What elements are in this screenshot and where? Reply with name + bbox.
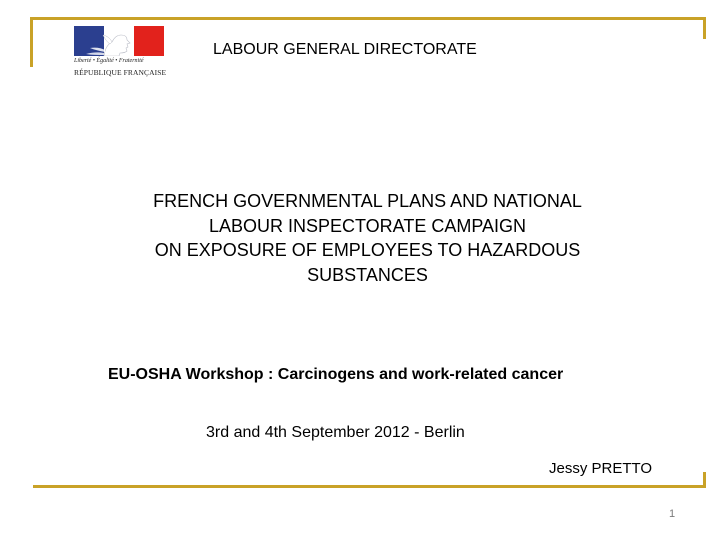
title-line: ON EXPOSURE OF EMPLOYEES TO HAZARDOUS [154,240,581,260]
frame-right-rule [703,17,706,39]
frame-top-rule [30,17,706,20]
logo-motto: Liberté • Égalité • Fraternité [74,58,144,64]
marianne-icon [74,26,164,56]
frame-left-rule [30,17,33,67]
frame-bottom-right-rule [703,472,706,488]
header-title: LABOUR GENERAL DIRECTORATE [213,41,477,58]
frame-bottom-rule [33,485,706,488]
republique-francaise-logo [74,26,166,78]
author-name: Jessy PRETTO [549,460,653,477]
logo-republic-text: RÉPUBLIQUE FRANÇAISE [74,68,167,77]
title-line: FRENCH GOVERNMENTAL PLANS AND NATIONAL [153,191,582,211]
title-line: SUBSTANCES [307,264,428,285]
title-line: LABOUR INSPECTORATE CAMPAIGN [208,215,527,236]
event-dates: 3rd and 4th September 2012 - Berlin [206,424,465,441]
presentation-title [90,189,645,287]
workshop-title: EU-OSHA Workshop : Carcinogens and work-related cancer [108,366,564,383]
page-number: 1 [669,508,676,520]
